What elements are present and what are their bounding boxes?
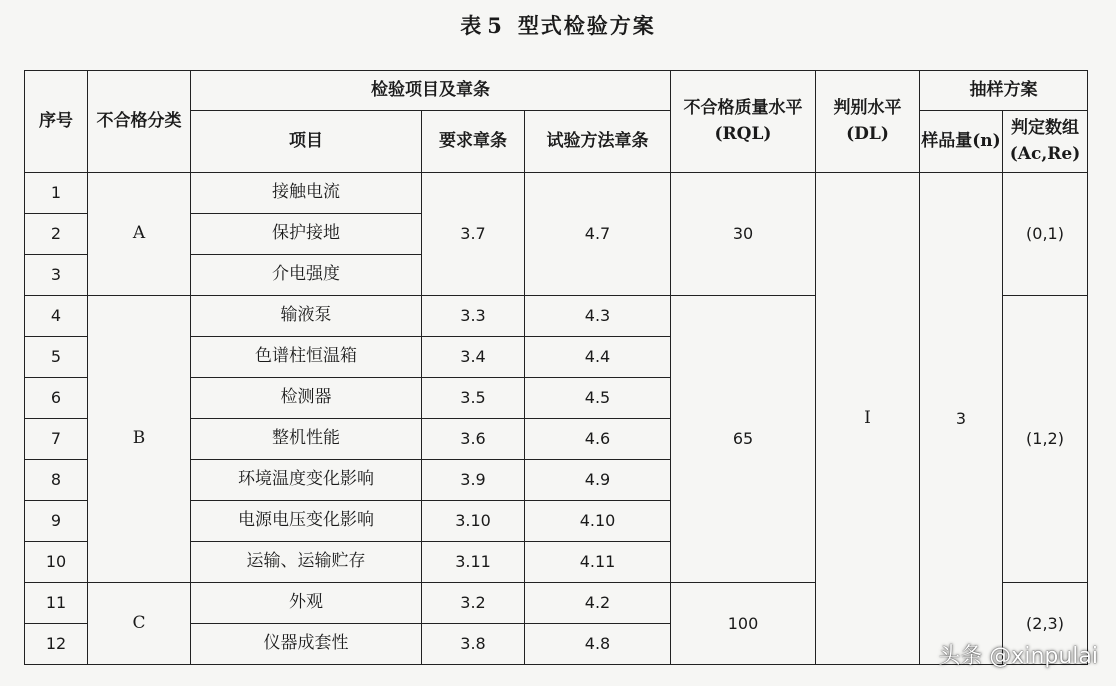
item-cell: 电源电压变化影响 — [191, 501, 422, 542]
table-row — [25, 173, 1088, 214]
category-cell: A — [88, 173, 191, 296]
req-cell: 3.5 — [422, 378, 525, 419]
inspection-plan-table — [24, 70, 1088, 665]
method-cell: 4.5 — [525, 378, 671, 419]
seq-cell: 7 — [25, 419, 88, 460]
header-req: 要求章条 — [422, 111, 525, 173]
method-cell: 4.8 — [525, 624, 671, 665]
method-cell: 4.10 — [525, 501, 671, 542]
req-cell: 3.3 — [422, 296, 525, 337]
seq-cell: 5 — [25, 337, 88, 378]
req-cell: 3.7 — [422, 173, 525, 296]
seq-cell: 12 — [25, 624, 88, 665]
item-cell: 外观 — [191, 583, 422, 624]
method-cell: 4.7 — [525, 173, 671, 296]
table-title-text: 型式检验方案 — [517, 13, 656, 38]
item-cell: 介电强度 — [191, 255, 422, 296]
item-cell: 环境温度变化影响 — [191, 460, 422, 501]
table-number: 5 — [487, 13, 504, 38]
req-cell: 3.6 — [422, 419, 525, 460]
header-items-group: 检验项目及章条 — [191, 71, 671, 111]
req-cell: 3.10 — [422, 501, 525, 542]
header-row-1 — [25, 71, 1088, 111]
header-dl: 判别水平(DL) — [816, 71, 920, 173]
req-cell: 3.2 — [422, 583, 525, 624]
item-cell: 运输、运输贮存 — [191, 542, 422, 583]
method-cell: 4.9 — [525, 460, 671, 501]
item-cell: 接触电流 — [191, 173, 422, 214]
dl-cell: I — [816, 173, 920, 665]
item-cell: 保护接地 — [191, 214, 422, 255]
table-title-label: 表 — [460, 13, 484, 38]
seq-cell: 3 — [25, 255, 88, 296]
category-cell: C — [88, 583, 191, 665]
category-cell: B — [88, 296, 191, 583]
header-item: 项目 — [191, 111, 422, 173]
method-cell: 4.4 — [525, 337, 671, 378]
header-rql: 不合格质量水平(RQL) — [671, 71, 816, 173]
method-cell: 4.6 — [525, 419, 671, 460]
seq-cell: 10 — [25, 542, 88, 583]
header-method: 试验方法章条 — [525, 111, 671, 173]
header-sampling: 抽样方案 — [920, 71, 1088, 111]
seq-cell: 6 — [25, 378, 88, 419]
watermark: 头条 @xinpulai — [938, 644, 1098, 669]
seq-cell: 9 — [25, 501, 88, 542]
item-cell: 检测器 — [191, 378, 422, 419]
rql-cell: 30 — [671, 173, 816, 296]
sample-size-cell: 3 — [920, 173, 1003, 665]
header-sample-size: 样品量(n) — [920, 111, 1003, 173]
header-category: 不合格分类 — [88, 71, 191, 173]
method-cell: 4.11 — [525, 542, 671, 583]
header-judge: 判定数组(Ac,Re) — [1003, 111, 1088, 173]
rql-cell: 65 — [671, 296, 816, 583]
rql-cell: 100 — [671, 583, 816, 665]
item-cell: 色谱柱恒温箱 — [191, 337, 422, 378]
req-cell: 3.11 — [422, 542, 525, 583]
judge-cell: (2,3) — [1003, 583, 1088, 665]
req-cell: 3.9 — [422, 460, 525, 501]
item-cell: 整机性能 — [191, 419, 422, 460]
seq-cell: 4 — [25, 296, 88, 337]
seq-cell: 11 — [25, 583, 88, 624]
judge-cell: (0,1) — [1003, 173, 1088, 296]
judge-cell: (1,2) — [1003, 296, 1088, 583]
seq-cell: 2 — [25, 214, 88, 255]
seq-cell: 1 — [25, 173, 88, 214]
item-cell: 输液泵 — [191, 296, 422, 337]
header-seq: 序号 — [25, 71, 88, 173]
req-cell: 3.8 — [422, 624, 525, 665]
seq-cell: 8 — [25, 460, 88, 501]
item-cell: 仪器成套性 — [191, 624, 422, 665]
method-cell: 4.3 — [525, 296, 671, 337]
table-title — [0, 10, 1116, 40]
req-cell: 3.4 — [422, 337, 525, 378]
method-cell: 4.2 — [525, 583, 671, 624]
